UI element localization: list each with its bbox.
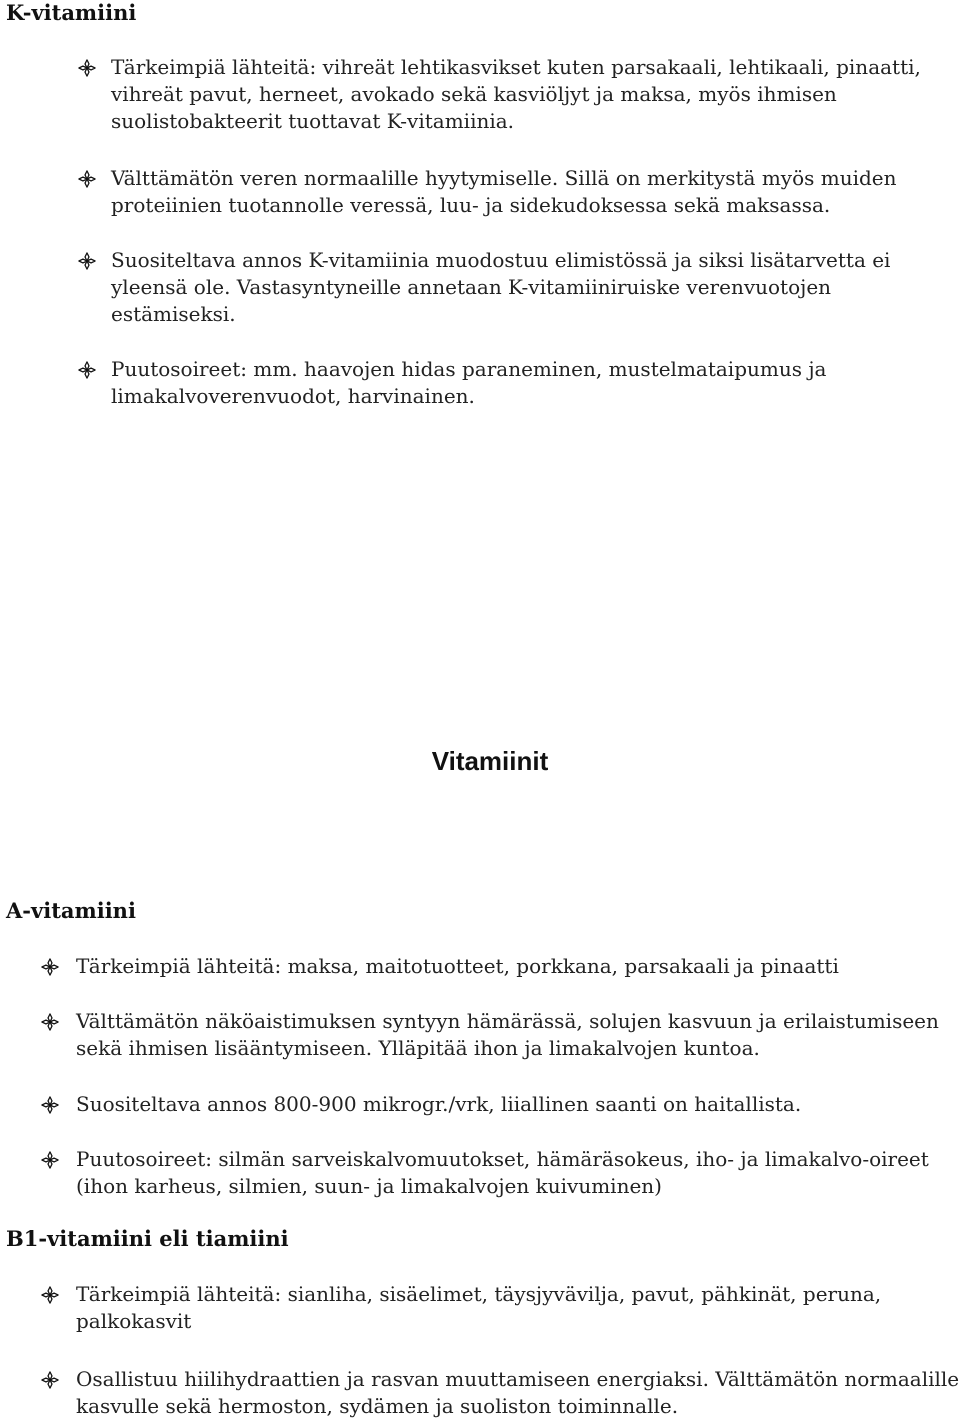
list-item — [0, 1146, 960, 1206]
list-item — [0, 953, 960, 1008]
diamond-star-bullet-icon — [78, 252, 96, 270]
list-item-text: Välttämätön näköaistimuksen syntyyn hämärässä, solujen kasvuun ja erilaistumiseen sekä ihmisen lisääntymiseen. Ylläpitää ihon ja limakalvojen kuntoa. — [76, 1009, 939, 1060]
list-item — [0, 1008, 960, 1091]
diamond-star-bullet-icon — [78, 361, 96, 379]
k-vitamin-heading: K-vitamiini — [6, 0, 137, 25]
list-item — [0, 54, 941, 165]
diamond-star-bullet-icon — [78, 59, 96, 77]
list-item — [0, 165, 941, 247]
diamond-star-bullet-icon — [41, 958, 59, 976]
diamond-star-bullet-icon — [78, 170, 96, 188]
list-item — [0, 1366, 960, 1426]
b1-vitamin-heading: B1-vitamiini eli tiamiini — [6, 1226, 289, 1251]
list-item-text: Välttämätön veren normaalille hyytymiselle. Sillä on merkitystä myös muiden proteiinien tuotannolle veressä, luu- ja sidekudoksessa sekä maksassa. — [111, 166, 897, 217]
list-item-text: Puutosoireet: mm. haavojen hidas paraneminen, mustelmataipumus ja limakalvoverenvuodot, harvinainen. — [111, 357, 827, 408]
b1-vitamin-list — [0, 1281, 960, 1426]
list-item — [0, 1281, 960, 1366]
diamond-star-bullet-icon — [41, 1151, 59, 1169]
list-item-text: Osallistuu hiilihydraattien ja rasvan muuttamiseen energiaksi. Välttämätön normaalille kasvulle sekä hermoston, sydämen ja suoliston toiminnalle. — [76, 1367, 960, 1418]
a-vitamin-heading: A-vitamiini — [6, 898, 136, 923]
list-item-text: Tärkeimpiä lähteitä: vihreät lehtikasvikset kuten parsakaali, lehtikaali, pinaatti, vihreät pavut, herneet, avokado sekä kasviöljyt ja maksa, myös ihmisen suolistobakteerit tuottavat K-vitamiinia. — [111, 55, 921, 133]
page-title: Vitamiinit — [431, 746, 549, 776]
diamond-star-bullet-icon — [41, 1371, 59, 1389]
list-item-text: Puutosoireet: silmän sarveiskalvomuutokset, hämäräsokeus, iho- ja limakalvo-oireet (ihon karheus, silmien, suun- ja limakalvojen kuivuminen) — [76, 1147, 929, 1198]
list-item-text: Suositeltava annos K-vitamiinia muodostuu elimistössä ja siksi lisätarvetta ei yleensä ole. Vastasyntyneille annetaan K-vitamiiniruiske verenvuotojen estämiseksi. — [111, 248, 891, 326]
k-vitamin-list — [0, 54, 960, 416]
list-item — [0, 247, 941, 356]
list-item-text: Tärkeimpiä lähteitä: sianliha, sisäelimet, täysjyvävilja, pavut, pähkinät, peruna, palkokasvit — [76, 1282, 882, 1333]
list-item-text: Tärkeimpiä lähteitä: maksa, maitotuotteet, porkkana, parsakaali ja pinaatti — [76, 954, 839, 978]
diamond-star-bullet-icon — [41, 1013, 59, 1031]
diamond-star-bullet-icon — [41, 1096, 59, 1114]
list-item-text: Suositeltava annos 800-900 mikrogr./vrk, liiallinen saanti on haitallista. — [76, 1092, 802, 1116]
list-item — [0, 356, 941, 416]
a-vitamin-list — [0, 953, 960, 1206]
list-item — [0, 1091, 960, 1146]
diamond-star-bullet-icon — [41, 1286, 59, 1304]
